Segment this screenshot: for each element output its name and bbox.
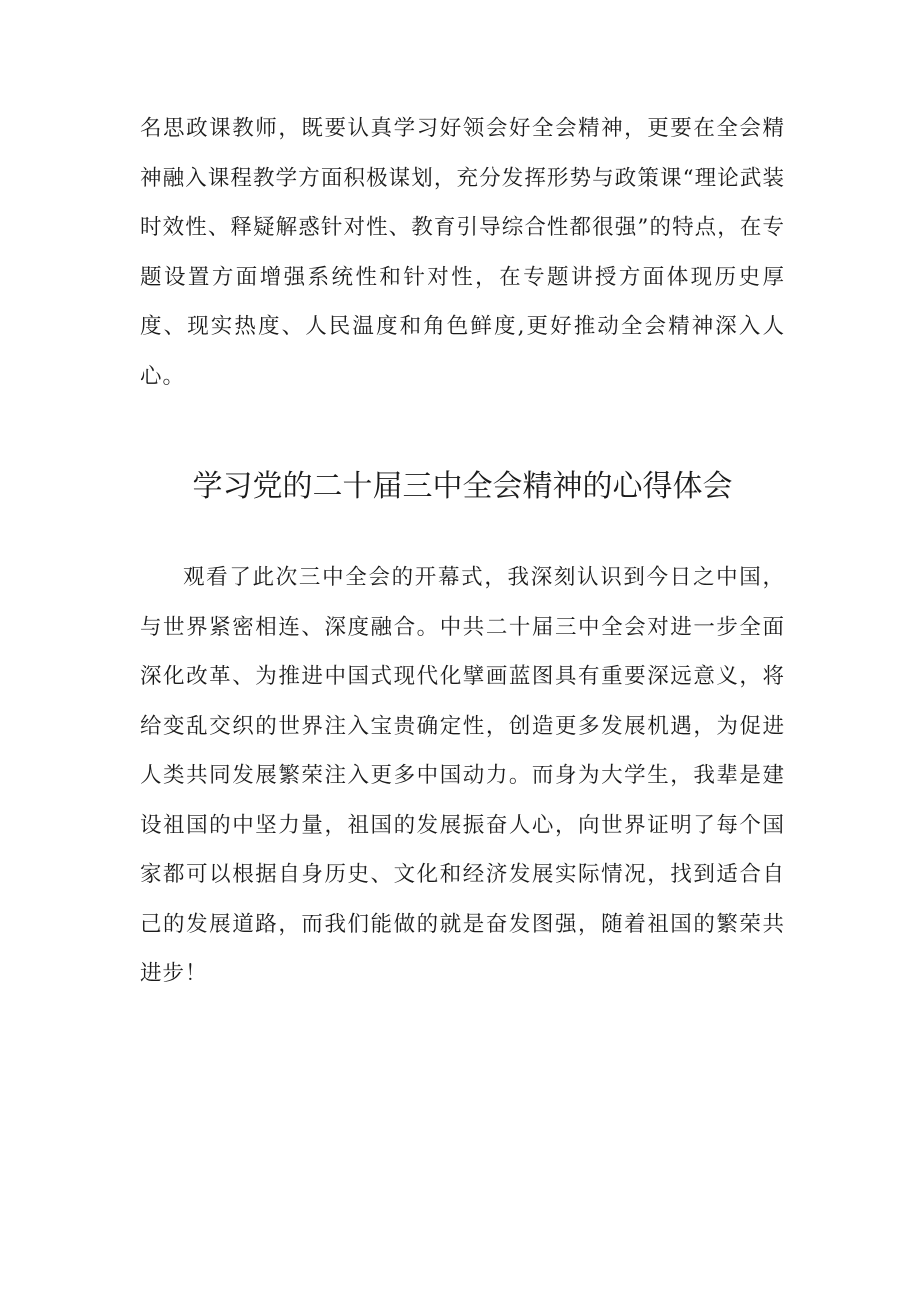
section-paragraph: 观看了此次三中全会的开幕式，我深刻认识到今日之中国，与世界紧密相连、深度融合。中共二十届三中全会对进一步全面深化改革、为推进中国式现代化擘画蓝图具有重要深远意义，将给变乱交织的世界注入宝贵确定性，创造更多发展机遇，为促进人类共同发展繁荣注入更多中国动力。而身为大学生，我辈是建设祖国的中坚力量，祖国的发展振奋人心，向世界证明了每个国家都可以根据自身历史、文化和经济发展实际情况，找到适合自己的发展道路，而我们能做的就是奋发图强，随着祖国的繁荣共进步！ — [140, 565, 785, 986]
section-title: 学习党的二十届三中全会精神的心得体会 — [192, 469, 733, 504]
continued-paragraph: 名思政课教师，既要认真学习好领会好全会精神，更要在全会精神融入课程教学方面积极谋划，充分发挥形势与政策课“理论武装时效性、释疑解惑针对性、教育引导综合性都很强”的特点，在专题设置方面增强系统性和针对性，在专题讲授方面体现历史厚度、现实热度、人民温度和角色鲜度,更好推动全会精神深入人心。 — [140, 116, 785, 389]
